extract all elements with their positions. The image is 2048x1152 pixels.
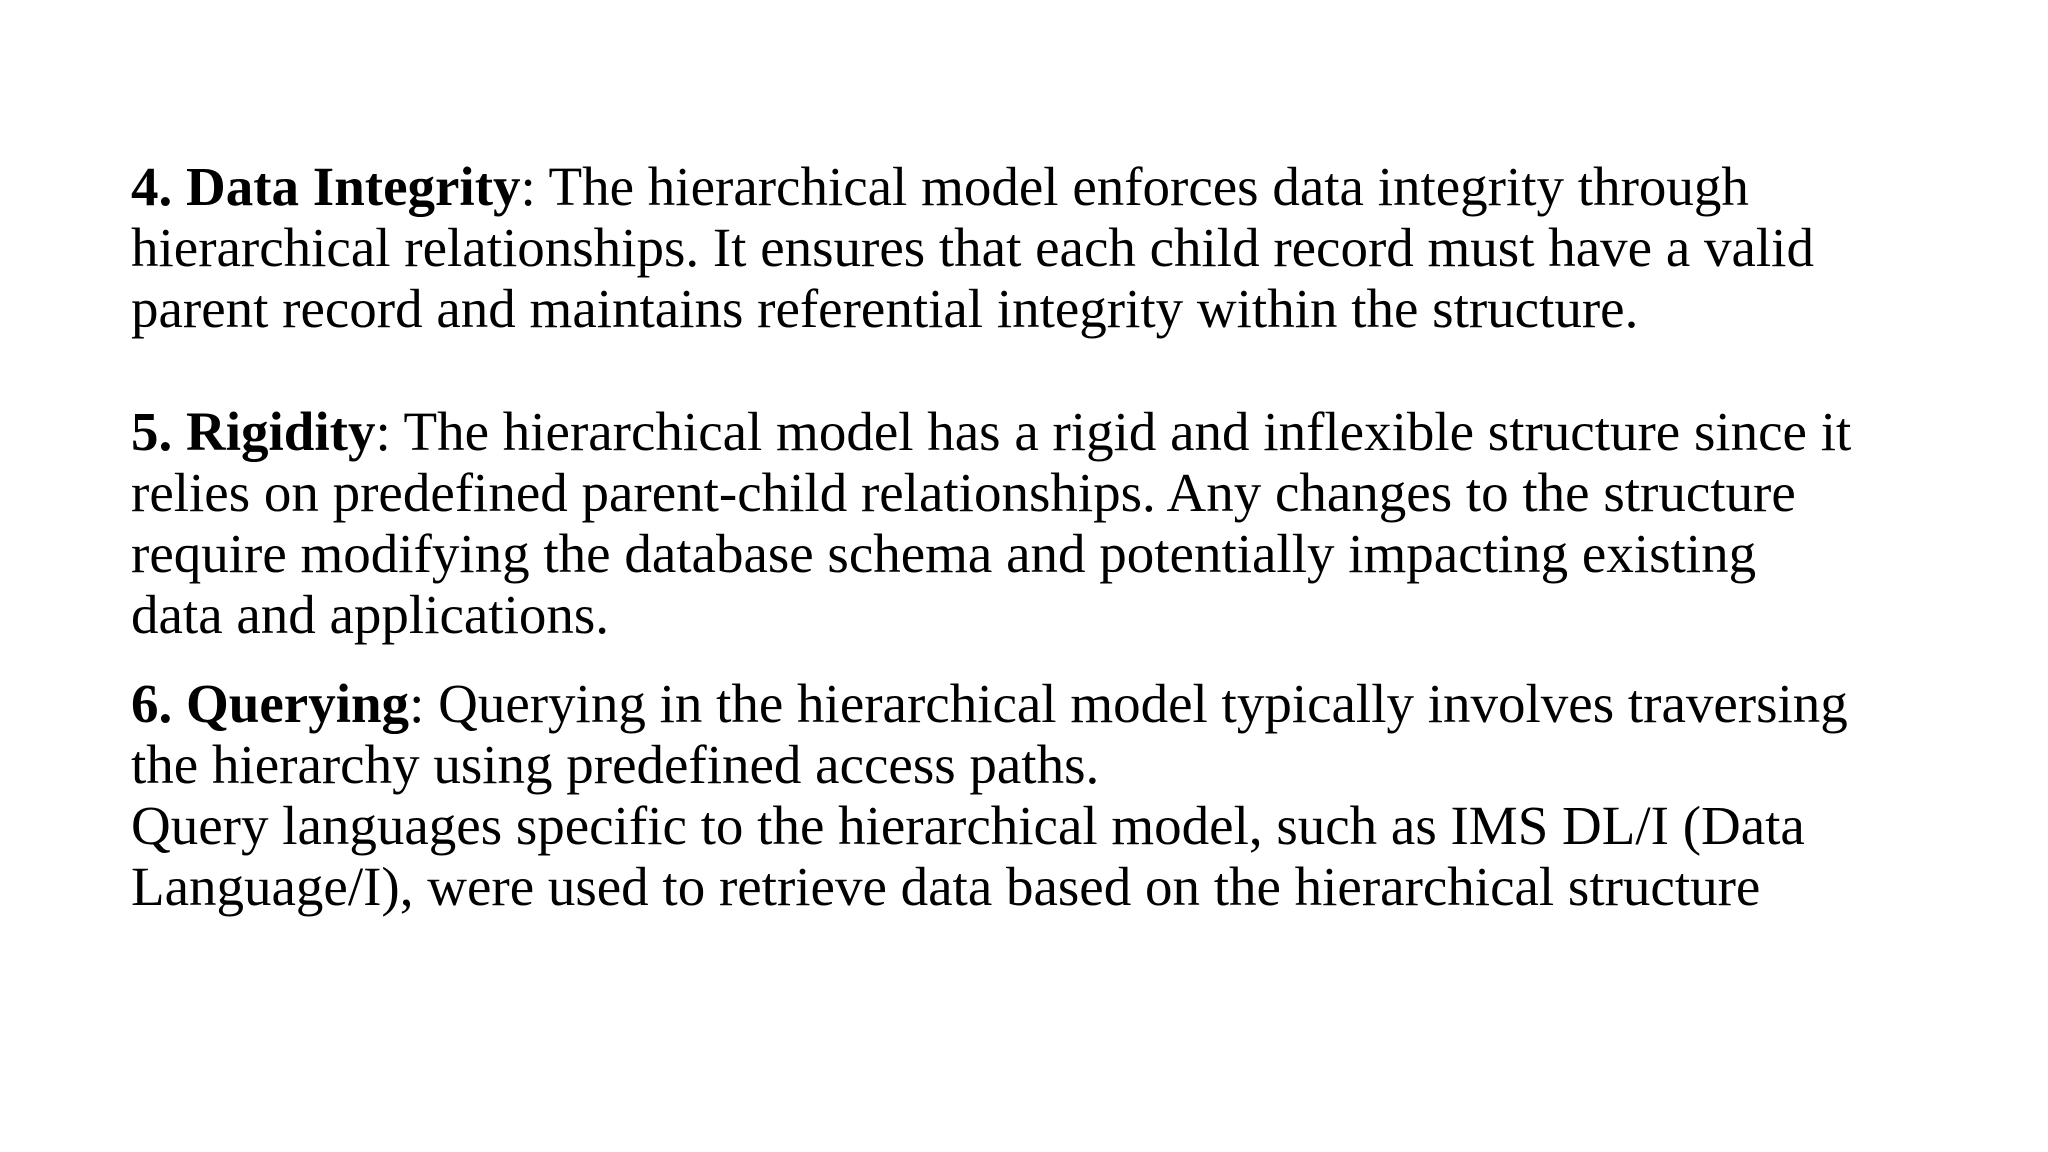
point-term: 6. Querying [131,673,410,734]
point-line: data and applications. [131,584,610,645]
point-line: the hierarchy using predefined access paths. [131,734,1100,795]
point-line: parent record and maintains referential integrity within the structure. [131,278,1639,339]
point-line: hierarchical relationships. It ensures that each child record must have a valid [131,217,1814,278]
point-colon: : [409,673,425,734]
point-text: The hierarchical model has a rigid and inflexible structure since it [390,401,1852,462]
point-colon: : [520,156,536,217]
point-line: Query languages specific to the hierarchical model, such as IMS DL/I (Data [131,795,1805,856]
point-querying [131,673,1931,917]
point-colon: : [375,401,391,462]
point-line [131,401,1931,462]
point-term: 4. Data Integrity [131,156,521,217]
slide-body [131,156,1931,917]
point-term: 5. Rigidity [131,401,376,462]
point-line: relies on predefined parent-child relationships. Any changes to the structure [131,462,1796,523]
point-text: Querying in the hierarchical model typically involves traversing [424,673,1848,734]
point-line [131,156,1931,217]
point-line [131,673,1931,734]
point-line: Language/I), were used to retrieve data based on the hierarchical structure [131,856,1761,917]
point-data-integrity [131,156,1931,339]
point-rigidity [131,401,1931,645]
point-text: The hierarchical model enforces data integrity through [535,156,1749,217]
point-line: require modifying the database schema and potentially impacting existing [131,523,1757,584]
